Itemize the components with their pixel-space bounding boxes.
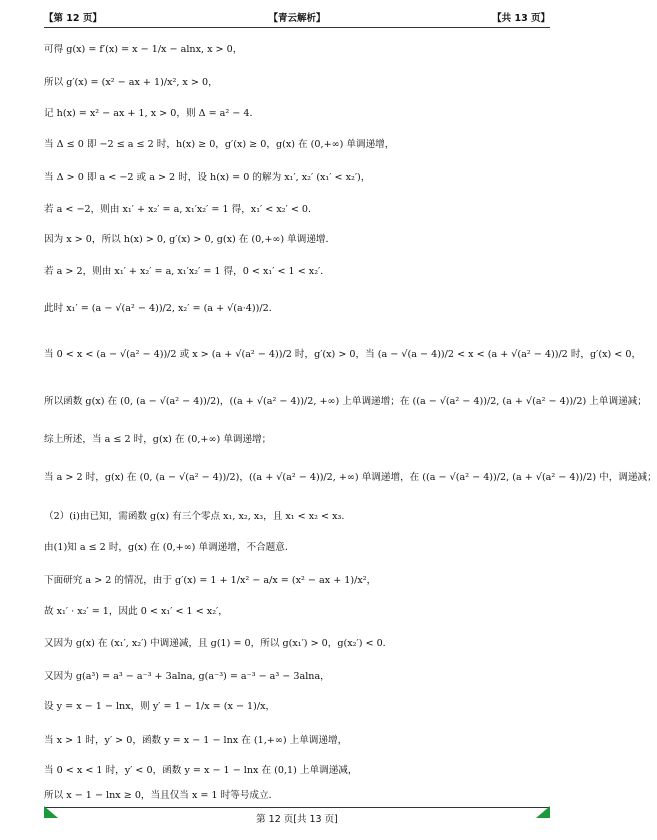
solution-line-5: 当 Δ > 0 即 a < −2 或 a > 2 时，设 h(x) = 0 的解为 x₁′, x₂′ (x₁′ < x₂′)，: [44, 172, 371, 183]
solution-line-2: 所以 g′(x) = (x² − ax + 1)/x², x > 0，: [44, 77, 218, 88]
page-header: [44, 10, 550, 26]
solution-line-6: 若 a < −2，则由 x₁′ + x₂′ = a, x₁′x₂′ = 1 得，x₁′ < x₂′ < 0．: [44, 204, 318, 215]
header-title: 【青云解析】: [268, 13, 326, 24]
solution-line-16: 下面研究 a > 2 的情况，由于 g′(x) = 1 + 1/x² − a/x = (x² − ax + 1)/x²，: [44, 575, 377, 586]
solution-line-9: 此时 x₁′ = (a − √(a² − 4))/2, x₂′ = (a + √(a·4))/2．: [44, 303, 279, 314]
solution-line-7: 因为 x > 0，所以 h(x) > 0, g′(x) > 0, g(x) 在 (0,+∞) 单调递增．: [44, 234, 336, 245]
solution-line-23: 所以 x − 1 − lnx ≥ 0，当且仅当 x = 1 时等号成立．: [44, 790, 279, 801]
footer-page-indicator: 第 12 页[共 13 页]: [256, 814, 338, 825]
solution-line-1: 可得 g(x) = f′(x) = x − 1/x − alnx, x > 0，: [44, 44, 243, 55]
solution-line-15: 由(1)知 a ≤ 2 时，g(x) 在 (0,+∞) 单调递增，不合题意．: [44, 542, 295, 553]
solution-line-12: 综上所述，当 a ≤ 2 时，g(x) 在 (0,+∞) 单调递增；: [44, 434, 272, 445]
solution-line-4: 当 Δ ≤ 0 即 −2 ≤ a ≤ 2 时，h(x) ≥ 0，g′(x) ≥ 0，g(x) 在 (0,+∞) 单调递增，: [44, 139, 395, 150]
solution-line-22: 当 0 < x < 1 时，y′ < 0，函数 y = x − 1 − lnx 在 (0,1) 上单调递减，: [44, 765, 358, 776]
solution-line-8: 若 a > 2，则由 x₁′ + x₂′ = a, x₁′x₂′ = 1 得，0 < x₁′ < 1 < x₂′．: [44, 266, 330, 277]
header-page-number: 【第 12 页】: [44, 13, 102, 24]
solution-line-11: 所以函数 g(x) 在 (0, (a − √(a² − 4))/2)，((a + √(a² − 4))/2, +∞) 上单调递增；在 ((a − √(a² − 4))/2, (a + √(a² − 4))/2) 上单调递减；: [44, 396, 647, 407]
solution-line-18: 又因为 g(x) 在 (x₁′, x₂′) 中调递减，且 g(1) = 0，所以 g(x₁′) > 0，g(x₂′) < 0．: [44, 638, 393, 649]
solution-line-21: 当 x > 1 时，y′ > 0，函数 y = x − 1 − lnx 在 (1,+∞) 上单调递增，: [44, 735, 348, 746]
solution-line-10: 当 0 < x < (a − √(a² − 4))/2 或 x > (a + √(a² − 4))/2 时，g′(x) > 0，当 (a − √(a − 4))/2 < x < (a + √(a² − 4))/2 时，g′(x) < 0，: [44, 349, 642, 360]
footer-divider: [44, 807, 550, 808]
solution-line-20: 设 y = x − 1 − lnx，则 y′ = 1 − 1/x = (x − 1)/x，: [44, 701, 276, 712]
solution-line-19: 又因为 g(a³) = a³ − a⁻³ + 3alna, g(a⁻³) = a⁻³ − a³ − 3alna，: [44, 671, 330, 682]
header-total-pages: 【共 13 页】: [492, 13, 550, 24]
solution-line-14: （2）(i)由已知，需函数 g(x) 有三个零点 x₁, x₂, x₃，且 x₁ < x₂ < x₃．: [44, 511, 351, 522]
solution-line-17: 故 x₁′ · x₂′ = 1，因此 0 < x₁′ < 1 < x₂′，: [44, 606, 228, 617]
solution-line-3: 记 h(x) = x² − ax + 1, x > 0，则 Δ = a² − 4．: [44, 108, 260, 119]
header-divider: [44, 27, 550, 28]
solution-line-13: 当 a > 2 时，g(x) 在 (0, (a − √(a² − 4))/2)，((a + √(a² − 4))/2, +∞) 单调递增，在 ((a − √(a² − 4))/2, (a + √(a² − 4))/2) 中，调递减；: [44, 472, 657, 483]
